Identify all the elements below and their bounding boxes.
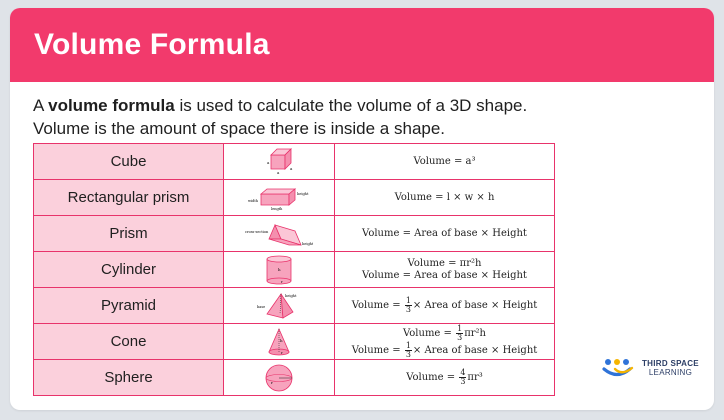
- cube-label-bottom: a: [277, 169, 280, 175]
- prism-label-height: height: [302, 241, 313, 246]
- formula-table: [33, 143, 555, 396]
- formula-cylinder-line-1: Volume = πr²h: [407, 257, 482, 269]
- cube-icon: [224, 144, 335, 180]
- intro-line-2: Volume is the amount of space there is inside a shape.: [33, 119, 446, 138]
- shape-name-cube: Cube: [34, 144, 224, 180]
- sphere-label-r: r: [271, 379, 273, 385]
- cone-label-h: h: [280, 337, 283, 343]
- brand-logo: [602, 358, 699, 378]
- formula-pyramid-post: × Area of base × Height: [412, 300, 538, 311]
- formula-sphere-pre: Volume =: [406, 372, 459, 383]
- table-row: [34, 216, 555, 252]
- fraction-four-thirds: [459, 369, 466, 386]
- formula-cone-line-2: [335, 342, 554, 359]
- rect-label-length: length: [271, 206, 283, 211]
- pyramid-label-height: height: [285, 293, 297, 298]
- formula-rect-text: Volume = l × w × h: [394, 191, 495, 203]
- formula-cube: [335, 144, 555, 180]
- formula-cone-line-2-pre: Volume =: [351, 344, 404, 356]
- table-row: [34, 144, 555, 180]
- intro-keyword: volume formula: [48, 96, 175, 115]
- brand-text: [642, 359, 699, 377]
- prism-label-cross-section: cross-section: [245, 229, 269, 234]
- formula-prism: [335, 216, 555, 252]
- formula-sphere-post: πr³: [467, 372, 483, 383]
- table-row: [34, 252, 555, 288]
- formula-sphere: [335, 360, 555, 396]
- shape-name-sphere: Sphere: [34, 360, 224, 396]
- fraction-denominator: 3: [405, 305, 411, 314]
- formula-pyramid: [335, 288, 555, 324]
- formula-cone: [335, 324, 555, 360]
- rect-label-width: width: [248, 198, 259, 203]
- formula-pyramid-pre: Volume =: [351, 300, 404, 311]
- shape-name-pyramid: Pyramid: [34, 288, 224, 324]
- formula-rectangular-prism: [335, 180, 555, 216]
- cylinder-label-h: h: [278, 266, 281, 272]
- formula-cube-text: Volume = a³: [413, 155, 476, 167]
- fraction-denominator: 3: [405, 349, 411, 359]
- table-row: [34, 288, 555, 324]
- intro-line-1-start: A: [33, 96, 49, 115]
- brand-name: THIRD SPACE: [642, 359, 699, 368]
- pyramid-icon: [224, 288, 335, 324]
- intro-line-1: [33, 94, 693, 117]
- fraction-one-third: [405, 342, 412, 359]
- prism-icon: [224, 216, 335, 252]
- formula-cone-line-1-post: πr²h: [464, 327, 486, 339]
- formula-cone-line-1-pre: Volume =: [402, 327, 456, 339]
- formula-cylinder-line-2: Volume = Area of base × Height: [362, 269, 527, 281]
- intro-line-1-end: is used to calculate the volume of a 3D shape.: [174, 96, 528, 115]
- table-row: [34, 180, 555, 216]
- cylinder-icon: [224, 252, 335, 288]
- fraction-denominator: 3: [457, 332, 463, 342]
- shape-name-cylinder: Cylinder: [34, 252, 224, 288]
- cube-label-side: a: [267, 159, 270, 165]
- cone-label-r: r: [281, 350, 283, 355]
- fraction-numerator: 1: [405, 340, 411, 350]
- table-row: [34, 360, 555, 396]
- rectangular-prism-icon: [224, 180, 335, 216]
- fraction-one-third: [405, 297, 412, 314]
- cylinder-label-r: r: [281, 279, 283, 284]
- shape-name-rectangular-prism: Rectangular prism: [34, 180, 224, 216]
- fraction-numerator: 4: [460, 368, 466, 377]
- page-title: Volume Formula: [34, 28, 270, 61]
- third-space-logo-icon: [602, 358, 636, 378]
- fraction-numerator: 1: [457, 323, 463, 333]
- formula-cylinder: [335, 252, 555, 288]
- table-row: [34, 324, 555, 360]
- shape-name-prism: Prism: [34, 216, 224, 252]
- brand-sub: LEARNING: [648, 368, 693, 377]
- sphere-icon: [224, 360, 335, 396]
- fraction-numerator: 1: [405, 296, 411, 305]
- rect-label-height: height: [297, 191, 309, 196]
- fraction-denominator: 3: [460, 377, 466, 386]
- pyramid-label-base: base: [257, 304, 266, 309]
- shape-name-cone: Cone: [34, 324, 224, 360]
- cube-label-depth: a: [290, 165, 293, 171]
- slide-card: [10, 8, 714, 410]
- formula-cone-line-1: [335, 325, 554, 342]
- header-bar: [10, 8, 714, 82]
- intro-text: [33, 94, 693, 140]
- cone-icon: [224, 324, 335, 360]
- formula-cone-line-2-post: × Area of base × Height: [412, 344, 538, 356]
- fraction-one-third: [456, 325, 463, 342]
- formula-prism-text: Volume = Area of base × Height: [362, 227, 527, 239]
